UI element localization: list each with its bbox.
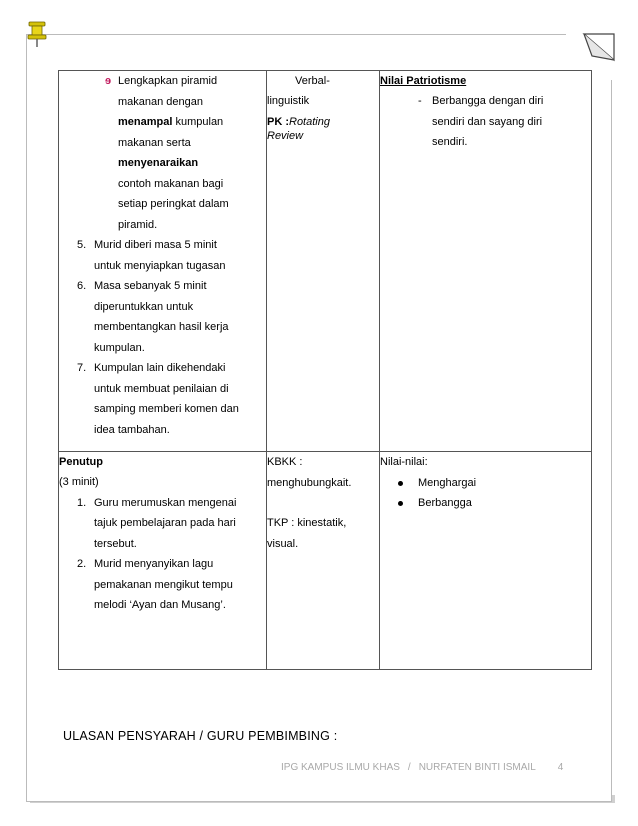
values-title: Nilai-nilai: [380,456,428,468]
text-line: Verbal- [295,75,330,87]
text-line: Kumpulan lain dikehendaki [94,362,226,374]
page-number: 4 [557,762,564,773]
e-bullet-icon: ɘ [105,75,112,87]
step-number: 1. [77,496,87,509]
step-number: 7. [77,362,87,374]
list-item [59,71,266,235]
list-item [380,91,591,153]
pk-label-line [267,115,379,129]
text-line: idea tambahan. [94,423,170,436]
text-line: melodi ‘Ayan dan Musang’. [94,599,226,611]
pk-value: Review [267,130,304,142]
list-item [59,493,266,555]
pk-label: PK : [267,116,289,128]
list-item [59,235,266,276]
text-line: diperuntukkan untuk [94,300,194,313]
text-line: samping memberi komen dan [94,403,239,415]
pushpin-icon [26,20,48,48]
dot-bullet-icon [398,481,403,486]
footer-institution: IPG KAMPUS ILMU KHAS [281,762,400,773]
text-fragment: kumpulan [172,116,224,128]
page-footer [281,762,563,773]
list-item [380,493,591,514]
list-item [59,358,266,440]
list-item [59,276,266,358]
bold-word: menyenaraikan [118,157,199,169]
list-item [59,554,266,616]
values-cell [380,71,592,452]
closing-values-cell [380,452,592,670]
duration-text: (3 minit) [59,476,99,488]
dash-bullet: - [418,95,422,107]
text-line: membentangkan hasil kerja [94,321,229,333]
technique-cell [267,71,380,452]
list-item [380,473,591,494]
text-line: tajuk pembelajaran pada hari [94,517,236,529]
text-line: tersebut. [94,537,137,550]
text-line: makanan dengan [118,95,204,108]
text-line: sendiri dan sayang diri [432,115,543,128]
pk-value-line [267,129,379,143]
text-line: pemakanan mengikut tempu [94,578,233,591]
bold-word: menampal [118,116,173,128]
pk-value: Rotating [289,116,330,128]
text-line: makanan serta [118,136,191,149]
text-line [118,112,266,133]
steps-list [59,493,266,616]
text-line: linguistik [267,95,310,107]
lesson-plan-table [58,70,592,670]
table-row [59,452,592,670]
text-line: menghubungkait. [267,476,352,489]
step-number: 2. [77,558,87,570]
text-line: untuk menyiapkan tugasan [94,259,226,272]
step-number: 6. [77,280,87,292]
text-line: untuk membuat penilaian di [94,382,229,395]
section-heading: Penutup [59,456,103,468]
text-line: Murid menyanyikan lagu [94,558,214,570]
text-line: Guru merumuskan mengenai [94,496,237,509]
text-line: KBKK : [267,456,303,468]
values-title: Nilai Patriotisme [380,75,467,87]
text-line: Berbangga [418,497,472,509]
table-row [59,71,592,452]
dot-bullet-icon [398,501,403,506]
text-line: Lengkapkan piramid [118,75,218,87]
activity-cell [59,71,267,452]
review-heading: ULASAN PENSYARAH / GURU PEMBIMBING : [63,729,338,743]
steps-list [59,235,266,440]
closing-technique-cell [267,452,380,670]
text-line: Menghargai [418,476,477,489]
step-number: 5. [77,239,87,251]
text-line: sendiri. [432,136,468,148]
text-line: Berbangga dengan diri [432,95,544,107]
footer-separator: / [407,762,411,773]
text-line: visual. [267,537,299,550]
text-line: kumpulan. [94,341,145,354]
text-line: TKP : kinestatik, [267,517,347,529]
text-line: setiap peringkat dalam [118,198,229,210]
text-line: Masa sebanyak 5 minit [94,280,207,292]
closing-activity-cell [59,452,267,670]
footer-author: NURFATEN BINTI ISMAIL [418,762,536,773]
text-line: piramid. [118,218,158,231]
text-line: Murid diberi masa 5 minit [94,239,217,251]
text-line: contoh makanan bagi [118,177,224,190]
